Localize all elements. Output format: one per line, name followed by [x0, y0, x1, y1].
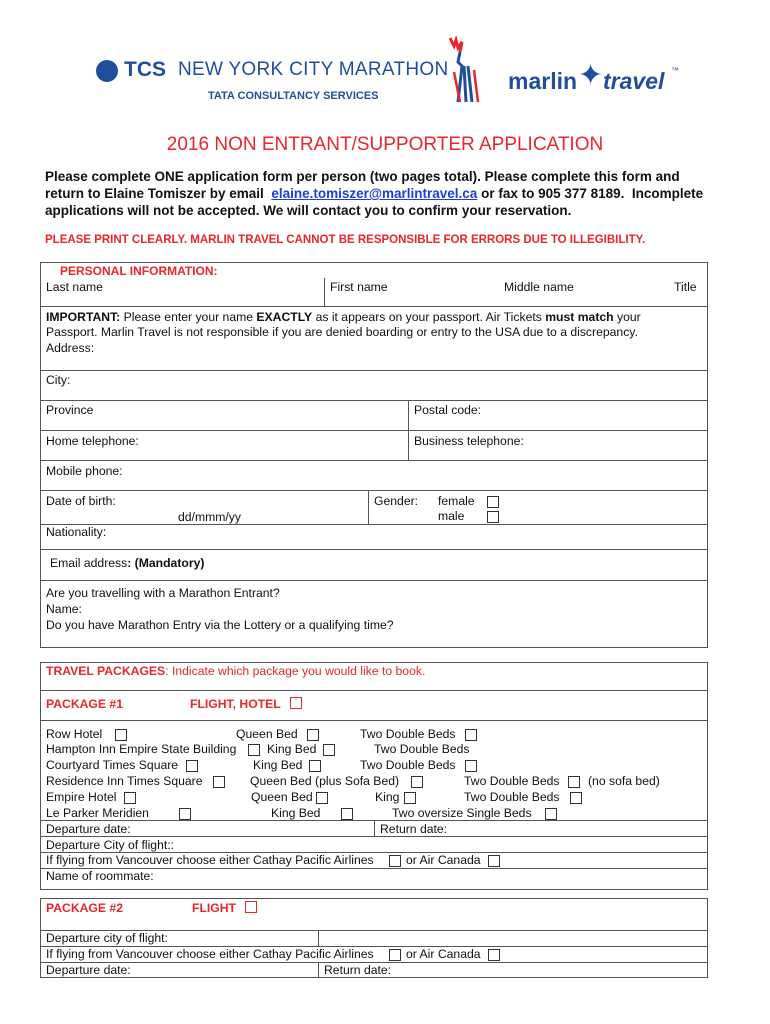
male-checkbox[interactable] — [487, 511, 499, 523]
empire-label: Empire Hotel — [46, 790, 117, 804]
legibility-warning: PLEASE PRINT CLEARLY. MARLIN TRAVEL CANNOT BE RESPONSIBLE FOR ERRORS DUE TO ILLEGIBILITY. — [45, 234, 646, 246]
hampton-checkbox[interactable] — [248, 744, 260, 756]
intro-line-2b: or fax to 905 377 8189. Incomplete — [477, 186, 704, 201]
travel-packages-rest: : Indicate which package you would like to book. — [165, 664, 426, 678]
p2-departure-city-label[interactable]: Departure city of flight: — [46, 931, 168, 945]
email-label-text: Email address — [50, 556, 128, 570]
residence-label: Residence Inn Times Square — [46, 774, 203, 788]
intro-line-3: applications will not be accepted. We will contact you to confirm your reservation. — [45, 203, 572, 218]
p2-air-canada-checkbox[interactable] — [488, 949, 500, 961]
p2-vancouver-airline-label: If flying from Vancouver choose either Cathay Pacific Airlines — [46, 947, 374, 961]
date-of-birth-label[interactable]: Date of birth: — [46, 494, 116, 508]
page-title: 2016 NON ENTRANT/SUPPORTER APPLICATION — [166, 134, 604, 155]
dob-format-hint: dd/mmm/yy — [178, 510, 241, 524]
province-label[interactable]: Province — [46, 403, 94, 417]
residence-queen-label: Queen Bed (plus Sofa Bed) — [250, 774, 400, 788]
parker-king-label: King Bed — [271, 806, 321, 820]
intro-paragraph — [45, 168, 703, 219]
parker-two-single-checkbox[interactable] — [545, 808, 557, 820]
parker-checkbox[interactable] — [179, 808, 191, 820]
residence-two-double-checkbox[interactable] — [568, 776, 580, 788]
contact-email-link[interactable]: elaine.tomiszer@marlintravel.ca — [271, 186, 478, 201]
first-name-label[interactable]: First name — [330, 280, 388, 294]
empire-two-double-label: Two Double Beds — [464, 790, 560, 804]
mobile-phone-label[interactable]: Mobile phone: — [46, 464, 123, 478]
empire-queen-label: Queen Bed — [251, 790, 313, 804]
departure-city-label[interactable]: Departure City of flight:: — [46, 838, 175, 852]
empire-king-checkbox[interactable] — [404, 792, 416, 804]
package-1-checkbox[interactable] — [290, 697, 302, 709]
important-text-1: Please enter your name — [120, 310, 257, 324]
travel-packages-heading — [46, 664, 425, 679]
p2-cathay-pacific-checkbox[interactable] — [389, 949, 401, 961]
air-canada-checkbox[interactable] — [488, 855, 500, 867]
title-label[interactable]: Title — [674, 280, 697, 294]
marlin-travel-logo — [508, 60, 678, 100]
important-note — [46, 310, 641, 325]
p2-departure-date-label[interactable]: Departure date: — [46, 963, 131, 977]
trademark: ™ — [671, 66, 679, 75]
email-address-label[interactable] — [50, 556, 204, 571]
important-label: IMPORTANT: — [46, 310, 121, 324]
courtyard-checkbox[interactable] — [186, 760, 198, 772]
empire-queen-checkbox[interactable] — [316, 792, 328, 804]
residence-queen-checkbox[interactable] — [411, 776, 423, 788]
tcs-logo — [96, 56, 466, 106]
courtyard-king-label: King Bed — [253, 758, 303, 772]
male-label: male — [438, 509, 465, 523]
female-label: female — [438, 494, 475, 508]
courtyard-two-double-checkbox[interactable] — [465, 760, 477, 772]
empire-checkbox[interactable] — [124, 792, 136, 804]
hampton-label: Hampton Inn Empire State Building — [46, 742, 237, 756]
hampton-king-checkbox[interactable] — [323, 744, 335, 756]
email-mandatory: : (Mandatory) — [127, 556, 205, 570]
row-queen-label: Queen Bed — [236, 727, 298, 741]
entrant-name-label[interactable]: Name: — [46, 602, 82, 616]
important-note-line-2: Passport. Marlin Travel is not responsible if you are denied boarding or entry to the USA due to a discrepancy. — [46, 325, 638, 339]
roommate-label[interactable]: Name of roommate: — [46, 869, 154, 883]
last-name-label[interactable]: Last name — [46, 280, 103, 294]
package-2-label: PACKAGE #2 — [46, 901, 123, 915]
important-must-match: must match — [545, 310, 614, 324]
address-label[interactable]: Address: — [46, 341, 95, 355]
hampton-two-double-label: Two Double Beds — [374, 742, 470, 756]
parker-king-checkbox[interactable] — [341, 808, 353, 820]
package-2-checkbox[interactable] — [245, 901, 257, 913]
parker-label: Le Parker Meridien — [46, 806, 149, 820]
important-exactly: EXACTLY — [256, 310, 313, 324]
travelling-question: Are you travelling with a Marathon Entrant? — [46, 586, 280, 600]
courtyard-two-double-label: Two Double Beds — [360, 758, 456, 772]
female-checkbox[interactable] — [487, 496, 499, 508]
nationality-label[interactable]: Nationality: — [46, 525, 107, 539]
row-queen-checkbox[interactable] — [307, 729, 319, 741]
travel-wordmark: travel — [603, 68, 665, 94]
package-2-type: FLIGHT — [192, 901, 237, 915]
residence-checkbox[interactable] — [213, 776, 225, 788]
package-1-label: PACKAGE #1 — [46, 697, 123, 711]
intro-line-2 — [45, 185, 703, 202]
parker-two-single-label: Two oversize Single Beds — [392, 806, 532, 820]
row-hotel-checkbox[interactable] — [115, 729, 127, 741]
intro-line-1: Please complete ONE application form per person (two pages total). Please complete this form and — [45, 169, 680, 184]
departure-date-label[interactable]: Departure date: — [46, 822, 131, 836]
star-icon: ✦ — [578, 59, 604, 92]
residence-two-double-label: Two Double Beds — [464, 774, 560, 788]
empire-two-double-checkbox[interactable] — [570, 792, 582, 804]
home-telephone-label[interactable]: Home telephone: — [46, 434, 139, 448]
important-text-2: as it appears on your passport. Air Tickets — [312, 310, 546, 324]
personal-info-heading: PERSONAL INFORMATION: — [60, 264, 218, 278]
travel-packages-bold: TRAVEL PACKAGES — [46, 664, 166, 678]
courtyard-label: Courtyard Times Square — [46, 758, 179, 772]
p2-return-date-label[interactable]: Return date: — [324, 963, 392, 977]
intro-line-2a: return to Elaine Tomiszer by email — [45, 186, 272, 201]
middle-name-label[interactable]: Middle name — [504, 280, 574, 294]
tcs-subtitle: TATA CONSULTANCY SERVICES — [208, 90, 379, 102]
important-text-3: your — [613, 310, 641, 324]
row-hotel-label: Row Hotel — [46, 727, 103, 741]
entry-question: Do you have Marathon Entry via the Lottery or a qualifying time? — [46, 618, 394, 632]
row-two-double-checkbox[interactable] — [465, 729, 477, 741]
courtyard-king-checkbox[interactable] — [309, 760, 321, 772]
city-label[interactable]: City: — [46, 373, 71, 387]
tcs-wordmark: TCS — [124, 58, 166, 81]
vancouver-airline-label: If flying from Vancouver choose either Cathay Pacific Airlines — [46, 853, 374, 867]
cathay-pacific-checkbox[interactable] — [389, 855, 401, 867]
return-date-label[interactable]: Return date: — [380, 822, 448, 836]
gender-label: Gender: — [374, 494, 419, 508]
tcs-icon — [96, 60, 118, 82]
empire-king-label: King — [375, 790, 400, 804]
row-two-double-label: Two Double Beds — [360, 727, 456, 741]
package-1-type: FLIGHT, HOTEL — [190, 697, 281, 711]
hampton-king-label: King Bed — [267, 742, 317, 756]
p2-air-canada-label: or Air Canada — [406, 947, 481, 961]
statue-of-liberty-icon — [440, 36, 480, 104]
residence-note: (no sofa bed) — [588, 774, 660, 788]
air-canada-label: or Air Canada — [406, 853, 481, 867]
marlin-wordmark: marlin — [508, 68, 578, 94]
postal-code-label[interactable]: Postal code: — [414, 403, 482, 417]
tcs-event-name: NEW YORK CITY MARATHON — [178, 59, 449, 80]
business-telephone-label[interactable]: Business telephone: — [414, 434, 524, 448]
